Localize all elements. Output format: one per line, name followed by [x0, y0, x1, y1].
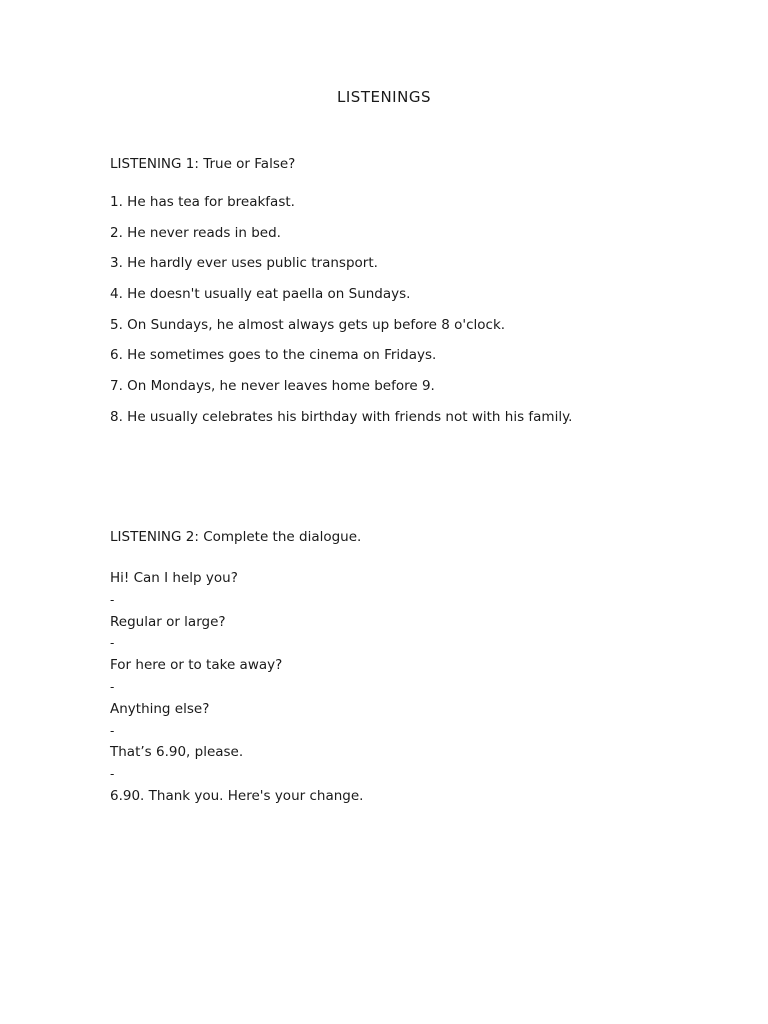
listening-2-heading: LISTENING 2: Complete the dialogue.	[110, 529, 362, 545]
list-item: 3. He hardly ever uses public transport.	[110, 255, 378, 272]
dialogue-blank-line: -	[110, 679, 115, 694]
list-item: 6. He sometimes goes to the cinema on Fridays.	[110, 347, 437, 364]
dialogue-line: Anything else?	[110, 700, 210, 717]
dialogue-blank-line: -	[110, 767, 115, 782]
dialogue-blank-line: -	[110, 723, 115, 738]
list-item: 7. On Mondays, he never leaves home before 9.	[110, 378, 435, 395]
listening-1-heading: LISTENING 1: True or False?	[110, 156, 296, 172]
page-title: LISTENINGS	[337, 88, 431, 106]
list-item: 8. He usually celebrates his birthday with friends not with his family.	[110, 408, 573, 425]
dialogue-line: Hi! Can I help you?	[110, 570, 238, 586]
dialogue-blank-line: -	[110, 592, 115, 607]
dialogue-blank-line: -	[110, 636, 115, 651]
dialogue-line: That’s 6.90, please.	[110, 744, 244, 761]
dialogue-line: Regular or large?	[110, 613, 226, 630]
list-item: 4. He doesn't usually eat paella on Sundays.	[110, 286, 411, 303]
list-item: 1. He has tea for breakfast.	[110, 194, 295, 210]
true-false-list	[110, 193, 572, 439]
dialogue-line: 6.90. Thank you. Here's your change.	[110, 787, 364, 804]
list-item: 5. On Sundays, he almost always gets up before 8 o'clock.	[110, 316, 506, 333]
list-item: 2. He never reads in bed.	[110, 224, 281, 241]
dialogue-list	[110, 569, 363, 809]
dialogue-line: For here or to take away?	[110, 657, 283, 674]
